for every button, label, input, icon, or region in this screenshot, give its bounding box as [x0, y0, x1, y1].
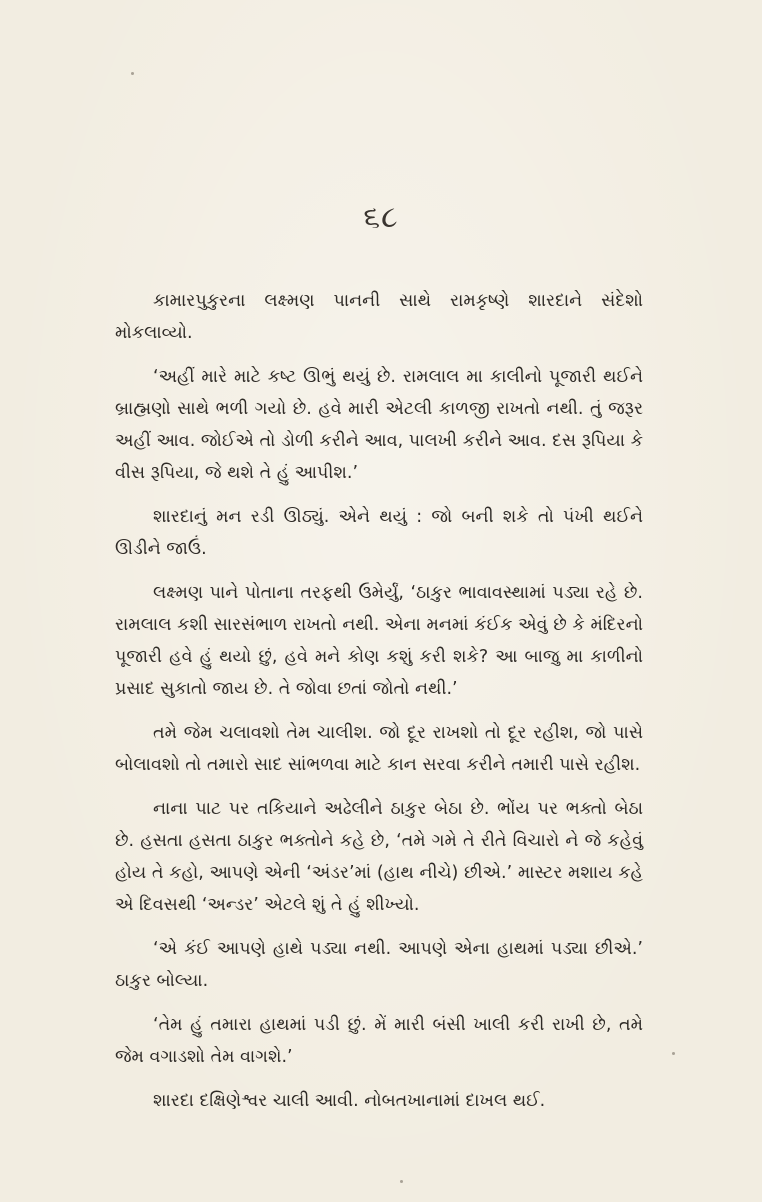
paragraph: તમે જેમ ચલાવશો તેમ ચાલીશ. જો દૂર રાખશો તો દૂર રહીશ, જો પાસે બોલાવશો તો તમારો સાદ સાંભળવા માટે કાન સરવા કરીને તમારી પાસે રહીશ.	[115, 723, 643, 775]
paper-speck	[672, 1052, 675, 1055]
paragraph: ‘એ કંઈ આપણે હાથે પડ્યા નથી. આપણે એના હાથમાં પડ્યા છીએ.’ ઠાકુર બોલ્યા.	[115, 939, 643, 991]
paragraph: શારદા દક્ષિણેશ્વર ચાલી આવી. નોબતખાનામાં દાખલ થઈ.	[153, 1091, 546, 1111]
body-text	[115, 285, 643, 1129]
paragraph: લક્ષ્મણ પાને પોતાના તરફથી ઉમેર્યું, ‘ઠાકુર ભાવાવસ્થામાં પડ્યા રહે છે. રામલાલ કશી સારસંભાળ રાખતો નથી. એના મનમાં કંઈક એવું છે કે મંદિરનો પૂજારી હવે હું થયો છું, હવે મને કોણ કશું કરી શકે? આ બાજુ મા કાળીનો પ્રસાદ સુકાતો જાય છે. તે જોવા છતાં જોતો નથી.’	[115, 583, 643, 699]
paragraph: શારદાનું મન રડી ઊઠ્યું. એને થયું : જો બની શકે તો પંખી થઈને ઊડીને જાઉં.	[115, 507, 643, 559]
paragraph: ‘તેમ હું તમારા હાથમાં પડી છું. મેં મારી બંસી ખાલી કરી રાખી છે, તમે જેમ વગાડશો તેમ વાગશે.’	[115, 1015, 643, 1067]
paragraph: ‘અહીં મારે માટે કષ્ટ ઊભું થયું છે. રામલાલ મા કાલીનો પૂજારી થઈને બ્રાહ્મણો સાથે ભળી ગયો છે. હવે મારી એટલી કાળજી રાખતો નથી. તું જરૂર અહીં આવ. જોઈએ તો ડોળી કરીને આવ, પાલખી કરીને આવ. દસ રૂપિયા કે વીસ રૂપિયા, જે થશે તે હું આપીશ.’	[115, 367, 643, 483]
paragraph: કામારપુકુરના લક્ષ્મણ પાનની સાથે રામકૃષ્ણે શારદાને સંદેશો મોકલાવ્યો.	[115, 291, 643, 343]
page-number: ૬૮	[363, 200, 399, 235]
paragraph: નાના પાટ પર તકિયાને અઢેલીને ઠાકુર બેઠા છે. ભોંય પર ભક્તો બેઠા છે. હસતા હસતા ઠાકુર ભક્તોને કહે છે, ‘તમે ગમે તે રીતે વિચારો ને જે કહેવું હોય તે કહો, આપણે એની ‘અંડર’માં (હાથ નીચે) છીએ.’ માસ્ટર મશાય કહે એ દિવસથી ‘અન્ડર’ એટલે શું તે હું શીખ્યો.	[115, 799, 643, 915]
paper-speck	[131, 72, 134, 75]
paper-speck	[400, 1180, 403, 1183]
